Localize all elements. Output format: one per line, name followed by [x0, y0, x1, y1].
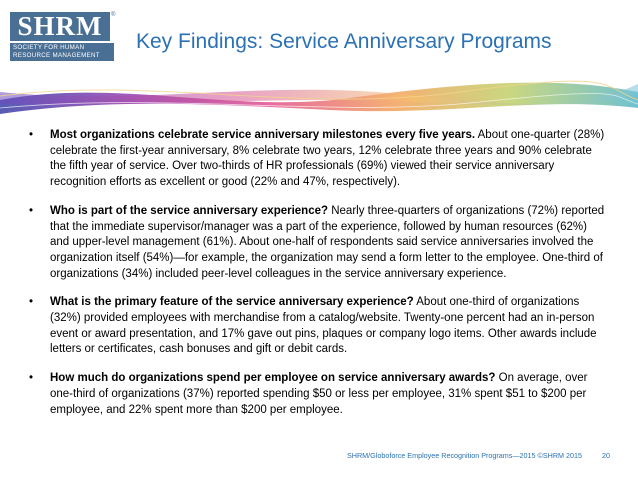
finding-answer: On average, over one-third of organizations (37%) reported spending $50 or less per employee, 31% spent $51 to $200 per employee, and 22% spent more than $200 per employee. — [50, 372, 588, 416]
bullet-glyph: • — [29, 129, 34, 141]
shrm-logo — [10, 12, 118, 62]
logo-subtitle — [10, 43, 114, 61]
page-number: 20 — [602, 451, 610, 460]
finding-question: How much do organizations spend per employee on service anniversary awards? — [50, 372, 496, 385]
bullet-glyph: • — [29, 372, 34, 385]
slide-title: Key Findings: Service Anniversary Programs — [136, 30, 552, 53]
finding-item — [29, 371, 607, 418]
slide-footer — [347, 451, 610, 460]
finding-item — [29, 128, 607, 191]
finding-answer: About one-third of organizations (32%) provided employees with merchandise from a catalog/website. Twenty-one percent had an in-person event or award presentation, and 17% gave out pins, plaques or company logo items. Other awards include letters or certificates, cash bonuses and gift or debit cards. — [50, 296, 597, 356]
logo-brand: SHRM — [10, 12, 110, 41]
footer-source: SHRM/Globoforce Employee Recognition Programs—2015 ©SHRM 2015 — [346, 451, 582, 460]
finding-item — [29, 204, 607, 283]
bullet-glyph: • — [29, 296, 34, 309]
finding-question: Most organizations celebrate service anniversary milestones every five years. — [50, 129, 476, 141]
finding-answer: Nearly three-quarters of organizations (72%) reported that the immediate supervisor/manager was a part of the experience, followed by human resources (62%) and upper-level management (61%). About one-half of respondents said service anniversaries involved the organization itself (54%)—for example, the organization may send a form letter to the employee. One-third of organizations (34%) included peer-level colleagues in the service anniversary experience. — [50, 204, 605, 280]
finding-answer: About one-quarter (28%) celebrate the first-year anniversary, 8% celebrate two years, 12% celebrate three years and 90% celebrate the fifth year of service. Over two-thirds of HR professionals (69%) viewed their service anniversary recognition efforts as excellent or good (22% and 47%, respectively). — [50, 129, 605, 189]
finding-question: Who is part of the service anniversary experience? — [50, 204, 329, 217]
bullet-glyph: • — [29, 204, 34, 217]
logo-subtitle-line-2: RESOURCE MANAGEMENT — [13, 51, 100, 59]
logo-subtitle-line-1: SOCIETY FOR HUMAN — [13, 44, 85, 51]
logo-registered-mark: ® — [111, 12, 116, 18]
wave-banner — [0, 70, 638, 120]
findings-list — [29, 128, 607, 431]
finding-question: What is the primary feature of the service anniversary experience? — [50, 296, 414, 309]
finding-item — [29, 295, 607, 358]
